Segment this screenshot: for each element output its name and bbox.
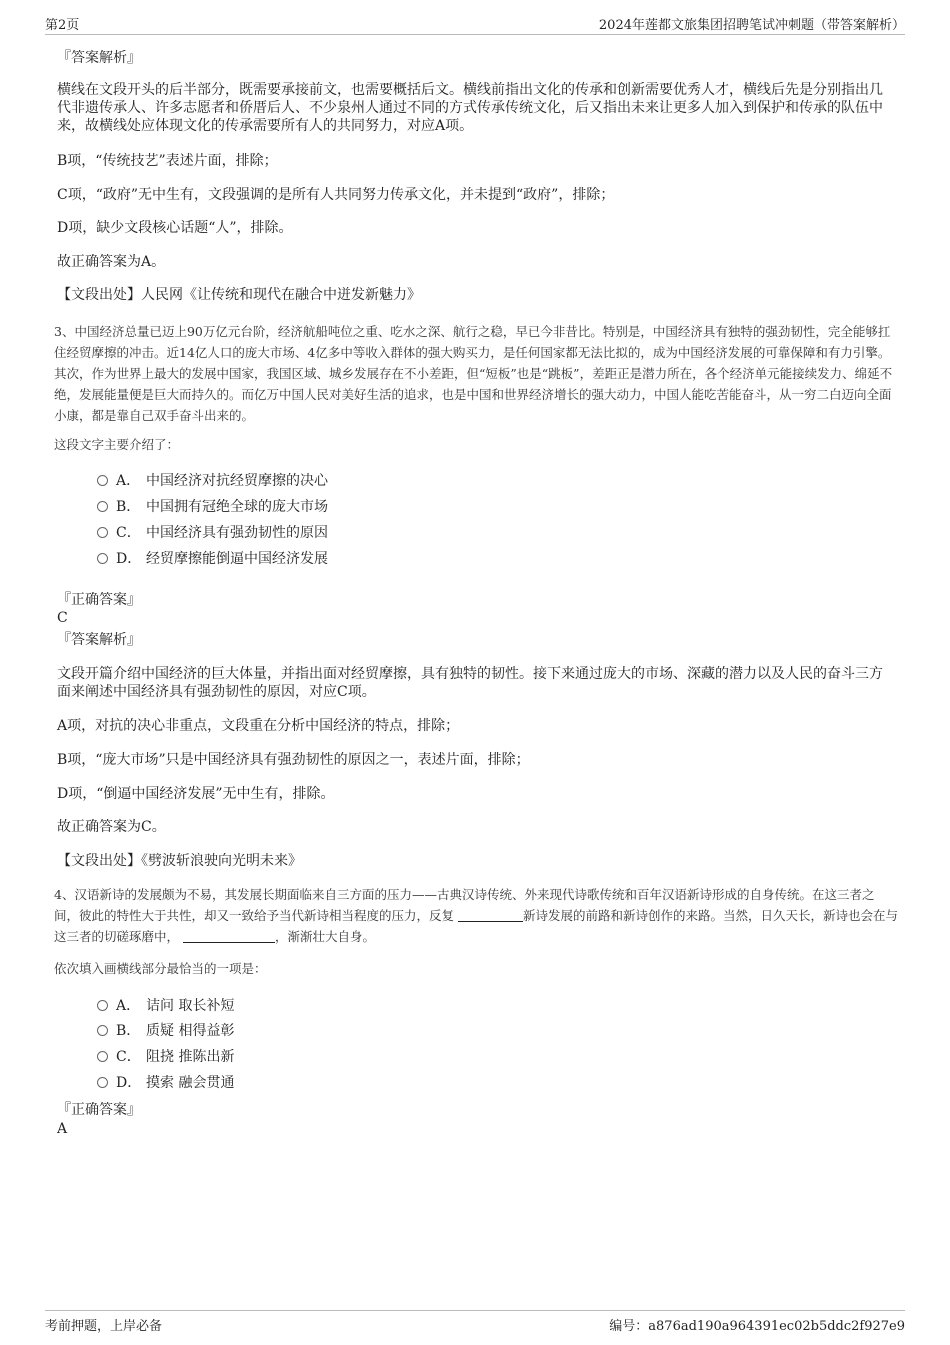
q3-conclusion: 故正确答案为C。 — [57, 819, 166, 835]
radio-icon[interactable] — [97, 1077, 108, 1088]
q4-option-a[interactable]: A． 诘问 取长补短 — [97, 995, 234, 1015]
q4-option-b[interactable]: B． 质疑 相得益彰 — [97, 1020, 234, 1040]
q3-stem: 3、中国经济总量已迈上90万亿元台阶，经济航船吨位之重、吃水之深、航行之稳，早已今非昔比。特别是，中国经济具有独特的强劲韧性，完全能够扛住经贸摩擦的冲击。近14亿人口的庞大市场、4亿多中等收入群体的强大购买力，是任何国家都无法比拟的，成为中国经济发展的可靠保障和有力引擎。其次，作为世界上最大的发展中国家，我国区域、城乡发展存在不小差距，但“短板”也是“跳板”，差距正是潜力所在，各个经济单元能接续发力、绵延不绝，发展能量便是巨大而持久的。而亿万中国人民对美好生活的追求，也是中国和世界经济增长的强大动力，中国人能吃苦能奋斗，从一穷二白迈向全面小康，都是靠自己双手奋斗出来的。 — [54, 324, 893, 423]
q3-option-d[interactable]: D． 经贸摩擦能倒逼中国经济发展 — [97, 548, 328, 568]
q3-option-b[interactable]: B． 中国拥有冠绝全球的庞大市场 — [97, 496, 328, 516]
footer-slogan: 考前押题，上岸必备 — [45, 1319, 163, 1334]
q3-analysis-label: 『答案解析』 — [57, 632, 141, 648]
radio-icon[interactable] — [97, 527, 108, 538]
option-text: 诘问 取长补短 — [146, 998, 235, 1014]
option-text: 中国经济具有强劲韧性的原因 — [146, 525, 328, 541]
q4-answer: A — [57, 1121, 68, 1137]
q2-option-b-explanation: B项，“传统技艺”表述片面，排除； — [57, 153, 278, 169]
page-number: 第2页 — [45, 18, 80, 33]
q3-analysis-text: 文段开篇介绍中国经济的巨大体量，并指出面对经贸摩擦，具有独特的韧性。接下来通过庞大的市场、深藏的潜力以及人民的奋斗三方面来阐述中国经济具有强劲韧性的原因，对应C项。 — [57, 666, 883, 700]
q3-answer: C — [57, 610, 68, 626]
fill-blank-1[interactable] — [458, 909, 523, 922]
q4-option-c[interactable]: C． 阻挠 推陈出新 — [97, 1046, 234, 1066]
option-text: 经贸摩擦能倒逼中国经济发展 — [146, 551, 328, 567]
radio-icon[interactable] — [97, 553, 108, 564]
document-title: 2024年莲都文旅集团招聘笔试冲刺题（带答案解析） — [598, 18, 905, 33]
q3-answer-label: 『正确答案』 — [57, 592, 141, 608]
q2-analysis-label: 『答案解析』 — [57, 50, 141, 66]
q4-option-d[interactable]: D． 摸索 融会贯通 — [97, 1072, 234, 1092]
page-header — [45, 14, 905, 35]
q3-option-c[interactable]: C． 中国经济具有强劲韧性的原因 — [97, 522, 328, 542]
option-text: 阻挠 推陈出新 — [146, 1049, 235, 1065]
q4-answer-label: 『正确答案』 — [57, 1102, 141, 1118]
q3-option-a-explanation: A项，对抗的决心非重点，文段重在分析中国经济的特点，排除； — [57, 718, 460, 734]
option-text: 中国经济对抗经贸摩擦的决心 — [146, 473, 328, 489]
q3-option-b-explanation: B项，“庞大市场”只是中国经济具有强劲韧性的原因之一，表述片面，排除； — [57, 752, 530, 768]
q2-analysis-text: 横线在文段开头的后半部分，既需要承接前文，也需要概括后文。横线前指出文化的传承和创新需要优秀人才，横线后先是分别指出几代非遗传承人、许多志愿者和侨厝后人、不少泉州人通过不同的方式传承传统文化，后又指出未来让更多人加入到保护和传承的队伍中来，故横线处应体现文化的传承需要所有人的共同努力，对应A项。 — [57, 82, 883, 134]
document-id: 编号：a876ad190a964391ec02b5ddc2f927e9 — [609, 1319, 905, 1334]
radio-icon[interactable] — [97, 1051, 108, 1062]
q2-conclusion: 故正确答案为A。 — [57, 254, 166, 270]
radio-icon[interactable] — [97, 475, 108, 486]
q2-option-d-explanation: D项，缺少文段核心话题“人”，排除。 — [57, 220, 293, 236]
option-text: 摸索 融会贯通 — [146, 1075, 235, 1091]
q3-source: 【文段出处】《劈波斩浪驶向光明未来》 — [57, 853, 302, 869]
q4-question: 依次填入画横线部分最恰当的一项是： — [54, 961, 267, 976]
q3-question: 这段文字主要介绍了： — [54, 437, 180, 452]
option-text: 质疑 相得益彰 — [146, 1023, 235, 1039]
q3-option-d-explanation: D项，“倒逼中国经济发展”无中生有，排除。 — [57, 786, 335, 802]
q2-source: 【文段出处】人民网《让传统和现代在融合中迸发新魅力》 — [57, 287, 421, 303]
radio-icon[interactable] — [97, 501, 108, 512]
q4-stem: 4、汉语新诗的发展颇为不易，其发展长期面临来自三方面的压力——古典汉诗传统、外来现代诗歌传统和百年汉语新诗形成的自身传统。在这三者之间，彼此的特性大于共性，却又一致给予当代新诗相当程度的压力，反复 新诗发展的前路和新诗创作的来路。当然，日久天长，新诗也会在与这三者的切磋琢磨中， ，渐渐壮大自身。 — [54, 887, 899, 944]
q2-option-c-explanation: C项，“政府”无中生有，文段强调的是所有人共同努力传承文化，并未提到“政府”，排除； — [57, 187, 615, 203]
q3-option-a[interactable]: A． 中国经济对抗经贸摩擦的决心 — [97, 470, 328, 490]
page-footer — [45, 1310, 905, 1334]
radio-icon[interactable] — [97, 1025, 108, 1036]
option-text: 中国拥有冠绝全球的庞大市场 — [146, 499, 328, 515]
radio-icon[interactable] — [97, 1000, 108, 1011]
fill-blank-2[interactable] — [183, 930, 275, 943]
